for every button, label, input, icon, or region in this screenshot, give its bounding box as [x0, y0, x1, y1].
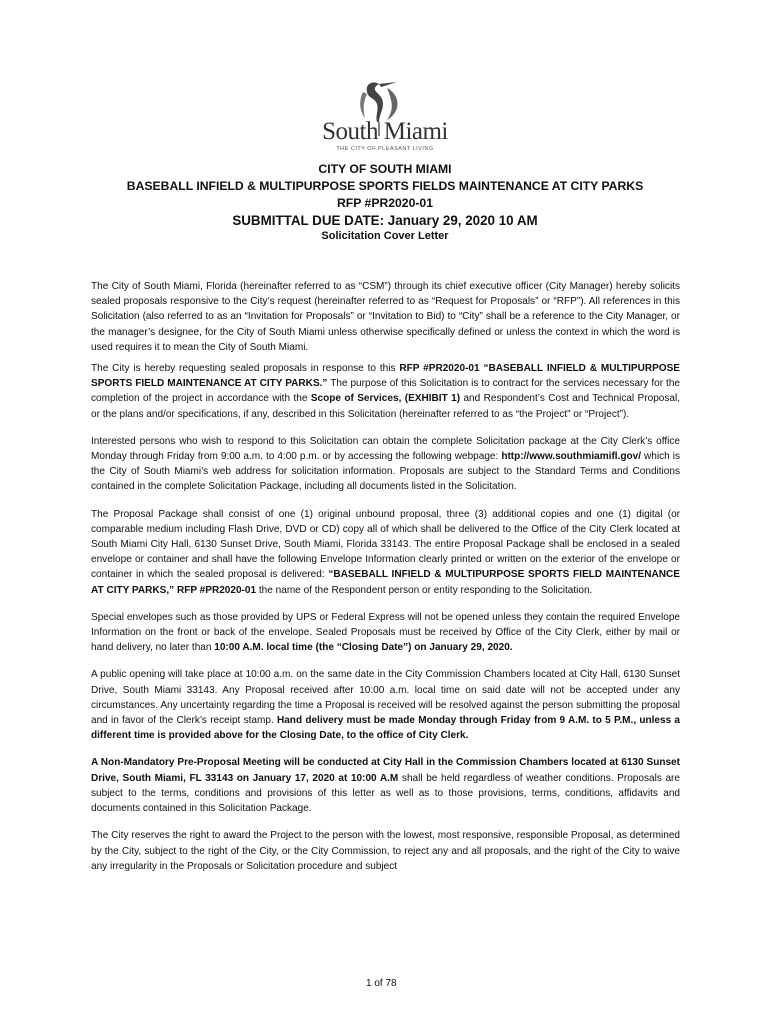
- south-miami-logo: [305, 78, 465, 162]
- text-span: the name of the Respondent person or entity responding to the Solicitation.: [256, 584, 593, 596]
- text-span: The purpose of this Solicitation is to contract for the services necessary for the completion of the project in accordance with the: [91, 378, 680, 405]
- letter-body: [91, 279, 680, 880]
- scope-of-services-bold: Scope of Services, (EXHIBIT 1): [310, 393, 461, 405]
- paragraph-request: [91, 361, 680, 422]
- website-link[interactable]: http://www.southmiamifl.gov/: [501, 451, 642, 463]
- paragraph-special-envelopes: [91, 610, 680, 656]
- heading-due-date: SUBMITTAL DUE DATE: January 29, 2020 10 AM: [232, 213, 538, 228]
- paragraph-public-opening: [91, 667, 680, 743]
- heading-city: CITY OF SOUTH MIAMI: [318, 162, 452, 176]
- text-span: and Respondent’s Cost and Technical Proposal, or the plans and/or specifications, if any, described in this Solicitation (hereinafter referred to as “the Project” or “Project”).: [91, 393, 680, 420]
- text-span: A public opening will take place at 10:00 a.m. on the same date in the City Commission Chambers located at City Hall, 6130 Sunset Drive, South Miami 33143. Any Proposal received after 10:00 a.m. local time on said date will not be accepted under any circumstances. Any uncertainty regarding the time a Proposal is received will be resolved against the person submitting the proposal and in favor of the Clerk’s receipt stamp.: [91, 669, 680, 727]
- logo-tagline: THE CITY OF PLEASANT LIVING: [336, 146, 434, 152]
- text-span: which is the City of South Miami’s web address for solicitation information. Proposals are subject to the Standard Terms and Conditions contained in the complete Solicitation Package, including all documents listed in the Solicitation.: [91, 451, 680, 493]
- envelope-info-bold: “BASEBALL INFIELD & MULTIPURPOSE SPORTS FIELD MAINTENANCE AT CITY PARKS,” RFP #PR2020-01: [91, 569, 680, 596]
- heading-subtitle: Solicitation Cover Letter: [321, 230, 449, 242]
- paragraph-intro: The City of South Miami, Florida (hereinafter referred to as “CSM”) through its chief executive officer (City Manager) hereby solicits sealed proposals responsive to the City’s request (hereinafter referred to as “Request for Proposals” or “RFP”). All references in this Solicitation (also referred to as an “Invitation for Proposals” or “Invitation to Bid) to “City” shall be a reference to the City Manager, or the manager’s designee, for the City of South Miami unless otherwise specifically defined or unless the context in which the word is used requires it to mean the City of South Miami.: [91, 281, 680, 353]
- heading-rfp-number: RFP #PR2020-01: [337, 196, 433, 210]
- text-span: The Proposal Package shall consist of one (1) original unbound proposal, three (3) additional copies and one (1) digital (or comparable medium including Flash Drive, DVD or CD) copy all of which shall be delivered to the Office of the City Clerk located at South Miami City Hall, 6130 Sunset Drive, South Miami, Florida 33143. The entire Proposal Package shall be enclosed in a sealed envelope or container and shall have the following Envelope Information clearly printed or written on the exterior of the envelope or container in which the sealed proposal is delivered:: [91, 508, 680, 581]
- text-span: Special envelopes such as those provided by UPS or Federal Express will not be opened unless they contain the required Envelope Information on the front or back of the envelope. Sealed Proposals must be received by Office of the City Clerk, either by mail or hand delivery, no later than: [91, 611, 680, 654]
- meeting-info-bold: A Non-Mandatory Pre-Proposal Meeting will be conducted at City Hall in the Commission Chambers located at 6130 Sunset Drive, South Miami, FL 33143 on January 17, 2020 at 10:00 A.M: [91, 757, 680, 784]
- rfp-title-bold: RFP #PR2020-01 “BASEBALL INFIELD & MULTIPURPOSE SPORTS FIELD MAINTENANCE AT CITY PARKS.”: [91, 363, 680, 390]
- page-number: 1 of 78: [366, 978, 397, 989]
- logo-wordmark: South Miami: [322, 118, 448, 145]
- heading-title: BASEBALL INFIELD & MULTIPURPOSE SPORTS FIELDS MAINTENANCE AT CITY PARKS: [126, 179, 644, 193]
- document-heading: [70, 161, 700, 244]
- closing-date-bold: 10:00 A.M. local time (the “Closing Date”) on January 29, 2020.: [214, 642, 513, 654]
- paragraph-award-rights: The City reserves the right to award the Project to the person with the lowest, most responsive, responsible Proposal, as determined by the City, subject to the right of the City, or the City Commission, to reject any and all proposals, and the right of the City to waive any irregularity in the Proposals or Solicitation procedure and subject: [91, 830, 680, 872]
- paragraph-proposal-package: [91, 507, 680, 598]
- paragraph-pre-proposal-meeting: [91, 755, 680, 816]
- text-span: Interested persons who wish to respond to this Solicitation can obtain the complete Solicitation package at the City Clerk’s office Monday through Friday from 9:00 a.m. to 4:00 p.m. or by accessing the following webpage:: [91, 435, 680, 463]
- text-span: The City is hereby requesting sealed proposals in response to this: [91, 363, 400, 375]
- hand-delivery-bold: Hand delivery must be made Monday through Friday from 9 A.M. to 5 P.M., unless a different time is provided above for the Closing Date, to the office of City Clerk.: [91, 715, 680, 742]
- paragraph-obtain-package: [91, 434, 680, 495]
- text-span: shall be held regardless of weather conditions. Proposals are subject to the terms, conditions and provisions of this letter as well as to those provisions, terms, conditions, affidavits and documents contained in this Solicitation Package.: [91, 772, 680, 815]
